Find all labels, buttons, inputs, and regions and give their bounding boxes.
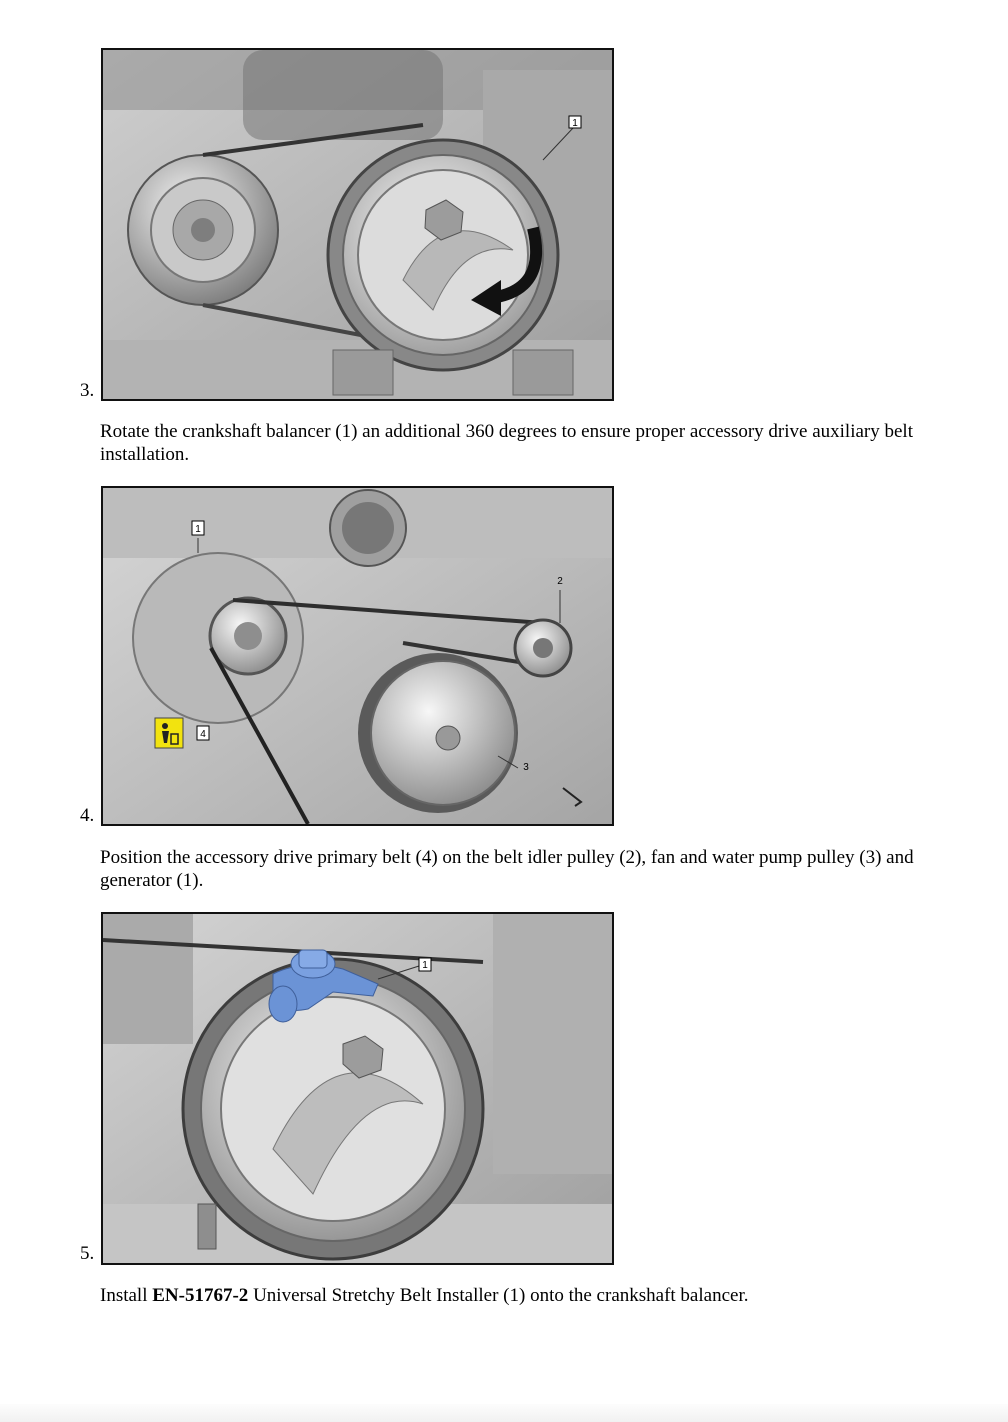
belt-installer-on-balancer-diagram [103,914,612,1263]
step-number: 4. [80,805,95,826]
callout-label: 1 [422,960,428,971]
step-number: 5. [80,1243,95,1264]
page-footer-band [0,1404,1008,1422]
step-number: 3. [80,380,95,401]
step-caption [100,1284,960,1307]
primary-belt-routing-diagram [103,488,612,824]
step-3-illustration [101,48,614,401]
step-4-illustration [101,486,614,826]
callout-label: 2 [557,576,563,587]
callout-label: 3 [523,762,529,773]
caption-text: Install [100,1285,153,1306]
caption-text: Universal Stretchy Belt Installer (1) onto the crankshaft balancer. [248,1285,749,1306]
callout-label: 1 [572,118,578,129]
step-5-illustration [101,912,614,1265]
callout-label: 4 [200,729,206,740]
recycle-warning-icon [155,718,183,748]
tool-number: EN-51767-2 [152,1285,249,1306]
crankshaft-balancer-rotation-diagram [103,50,612,399]
callout-label: 1 [195,524,201,535]
step-caption: Rotate the crankshaft balancer (1) an additional 360 degrees to ensure proper accessory drive auxiliary belt installation. [100,421,913,465]
step-caption: Position the accessory drive primary belt (4) on the belt idler pulley (2), fan and water pump pulley (3) and generator (1). [100,847,914,891]
